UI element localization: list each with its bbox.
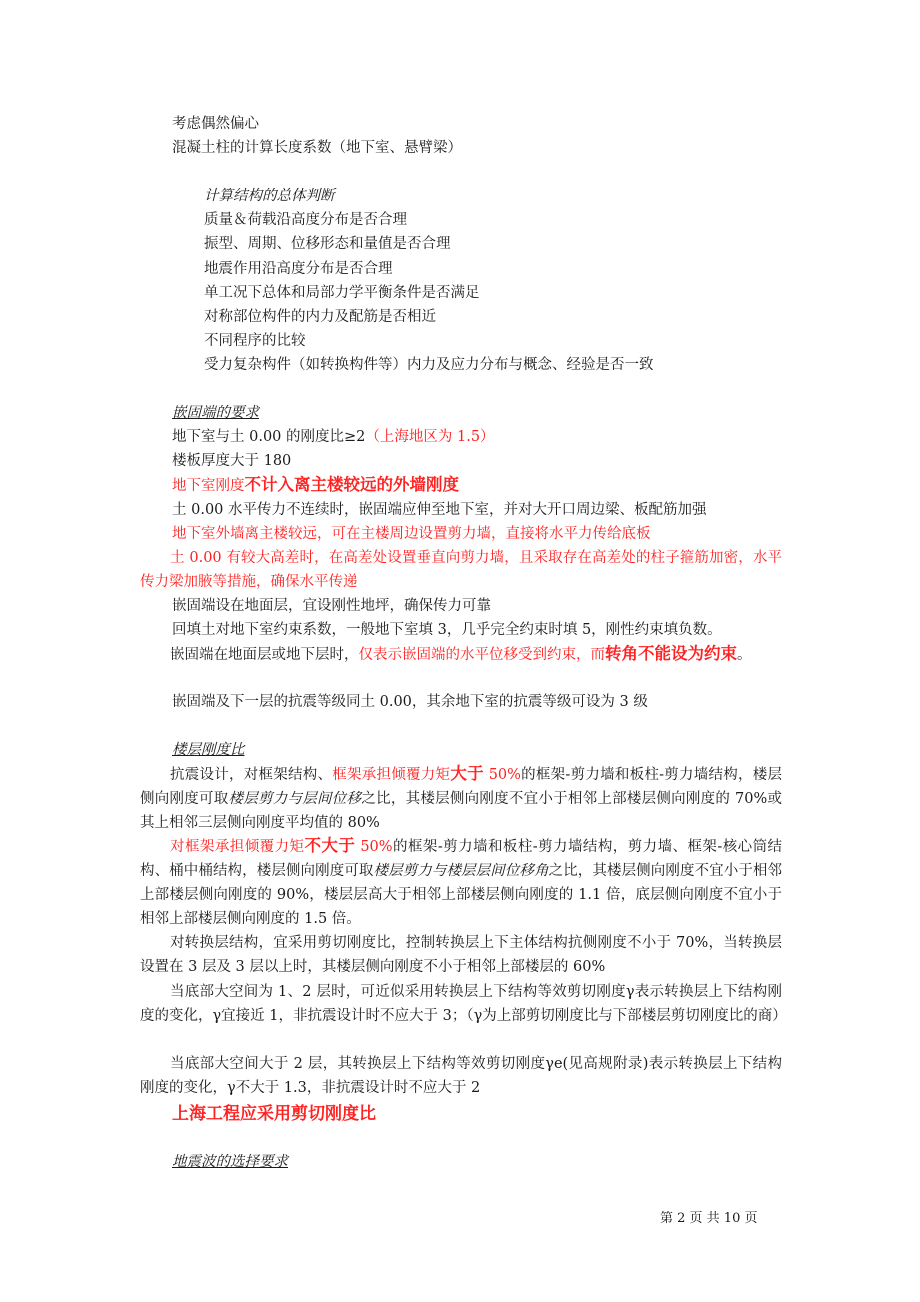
emphasis-span: 转角不能设为约束	[605, 644, 737, 663]
highlight-span: 50%	[483, 767, 521, 783]
text-line: 土 0.00 水平传力不连续时，嵌固端应伸至地下室，并对大开口周边梁、板配筋加强	[172, 502, 707, 518]
text-span: 地下室与土 0.00 的刚度比≥2	[172, 429, 366, 445]
highlight-span: 框架承担倾覆力矩	[332, 767, 451, 783]
text-paragraph	[140, 642, 782, 667]
text-paragraph	[140, 834, 782, 931]
text-span: 的框架-剪力墙和板柱-剪力墙结构，剪力墙、框架-核心筒结构、桶中桶结构，楼层侧向刚度可取	[140, 839, 783, 879]
text-span: 嵌固端在地面层或地下层时，	[170, 647, 359, 663]
text-span: 抗震设计，对框架结构、	[170, 767, 333, 783]
section-heading-overall: 计算结构的总体判断	[204, 188, 335, 204]
text-line: 嵌固端及下一层的抗震等级同土 0.00，其余地下室的抗震等级可设为 3 级	[172, 694, 648, 710]
italic-span: 楼层剪力与楼层层间位移角	[373, 863, 549, 879]
text-span: 之比，其楼层侧向刚度不宜小于相邻上部楼层侧向刚度的 70%或其上相邻三层侧向刚度平均值的 80%	[140, 791, 783, 831]
text-line: 混凝土柱的计算长度系数（地下室、悬臂梁）	[172, 140, 462, 156]
highlight-span: 地下室刚度	[172, 478, 245, 494]
highlight-span: （上海地区为 1.5）	[365, 429, 495, 445]
emphasis-span: 不大于	[304, 836, 356, 855]
emphasis-line: 上海工程应采用剪切刚度比	[172, 1104, 376, 1124]
text-line	[172, 475, 459, 496]
text-line: 回填土对地下室约束系数，一般地下室填 3，几乎完全约束时填 5，刚性约束填负数。	[172, 622, 722, 638]
section-heading-embed: 嵌固端的要求	[172, 405, 259, 421]
list-item: 地震作用沿高度分布是否合理	[204, 261, 393, 277]
text-line: 嵌固端设在地面层，宜设刚性地坪，确保传力可靠	[172, 598, 491, 614]
text-paragraph	[140, 762, 782, 835]
text-paragraph: 当底部大空间大于 2 层，其转换层上下结构等效剪切刚度γe(见高规附录)表示转换层上下结构刚度的变化，γ不大于 1.3，非抗震设计时不应大于 2	[140, 1056, 782, 1096]
list-item: 受力复杂构件（如转换构件等）内力及应力分布与概念、经验是否一致	[204, 357, 654, 373]
text-line: 考虑偶然偏心	[172, 116, 259, 132]
text-line: 楼板厚度大于 180	[172, 453, 292, 469]
section-heading-seismic-wave: 地震波的选择要求	[172, 1154, 288, 1170]
list-item: 不同程序的比较	[204, 333, 306, 349]
text-paragraph: 当底部大空间为 1、2 层时，可近似采用转换层上下结构等效剪切刚度γ表示转换层上下结构刚度的变化，γ宜接近 1，非抗震设计时不应大于 3；（γ为上部剪切刚度比与下部楼层剪切刚度比的商）	[140, 984, 787, 1024]
highlight-line: 地下室外墙离主楼较远，可在主楼周边设置剪力墙，直接将水平力传给底板	[172, 526, 651, 542]
text-span: 的框架-剪力墙和板柱-剪力墙结构，楼层侧向刚度可取	[140, 767, 783, 807]
highlight-paragraph: 土 0.00 有较大高差时，在高差处设置垂直向剪力墙，且采取存在高差处的柱子箍筋加密，水平传力梁加腋等措施，确保水平传递	[140, 550, 782, 590]
list-item: 单工况下总体和局部力学平衡条件是否满足	[204, 285, 480, 301]
list-item: 质量＆荷载沿高度分布是否合理	[204, 212, 407, 228]
page-number: 第 2 页 共 10 页	[660, 1211, 758, 1226]
text-span: 。	[737, 647, 752, 663]
italic-span: 楼层剪力与层间位移	[228, 791, 362, 807]
emphasis-span: 大于	[450, 764, 484, 783]
list-item: 振型、周期、位移形态和量值是否合理	[204, 236, 451, 252]
highlight-span: 仅表示嵌固端的水平位移受到约束，而	[358, 647, 605, 663]
section-heading-stiffness: 楼层刚度比	[172, 742, 245, 758]
list-item: 对称部位构件的内力及配筋是否相近	[204, 309, 436, 325]
highlight-span: 对框架承担倾覆力矩	[170, 839, 305, 855]
text-paragraph: 对转换层结构，宜采用剪切刚度比，控制转换层上下主体结构抗侧刚度不小于 70%，当转换层设置在 3 层及 3 层以上时，其楼层侧向刚度不小于相邻上部楼层的 60%	[140, 935, 782, 975]
emphasis-span: 不计入离主楼较远的外墙刚度	[244, 475, 459, 494]
text-line	[172, 427, 495, 447]
highlight-span: 50%	[355, 839, 393, 855]
text-span: 之比，其楼层侧向刚度不宜小于相邻上部楼层侧向刚度的 90%，楼层层高大于相邻上部楼层侧向刚度的 1.1 倍，底层侧向刚度不宜小于相邻上部楼层侧向刚度的 1.5 倍。	[140, 863, 783, 927]
